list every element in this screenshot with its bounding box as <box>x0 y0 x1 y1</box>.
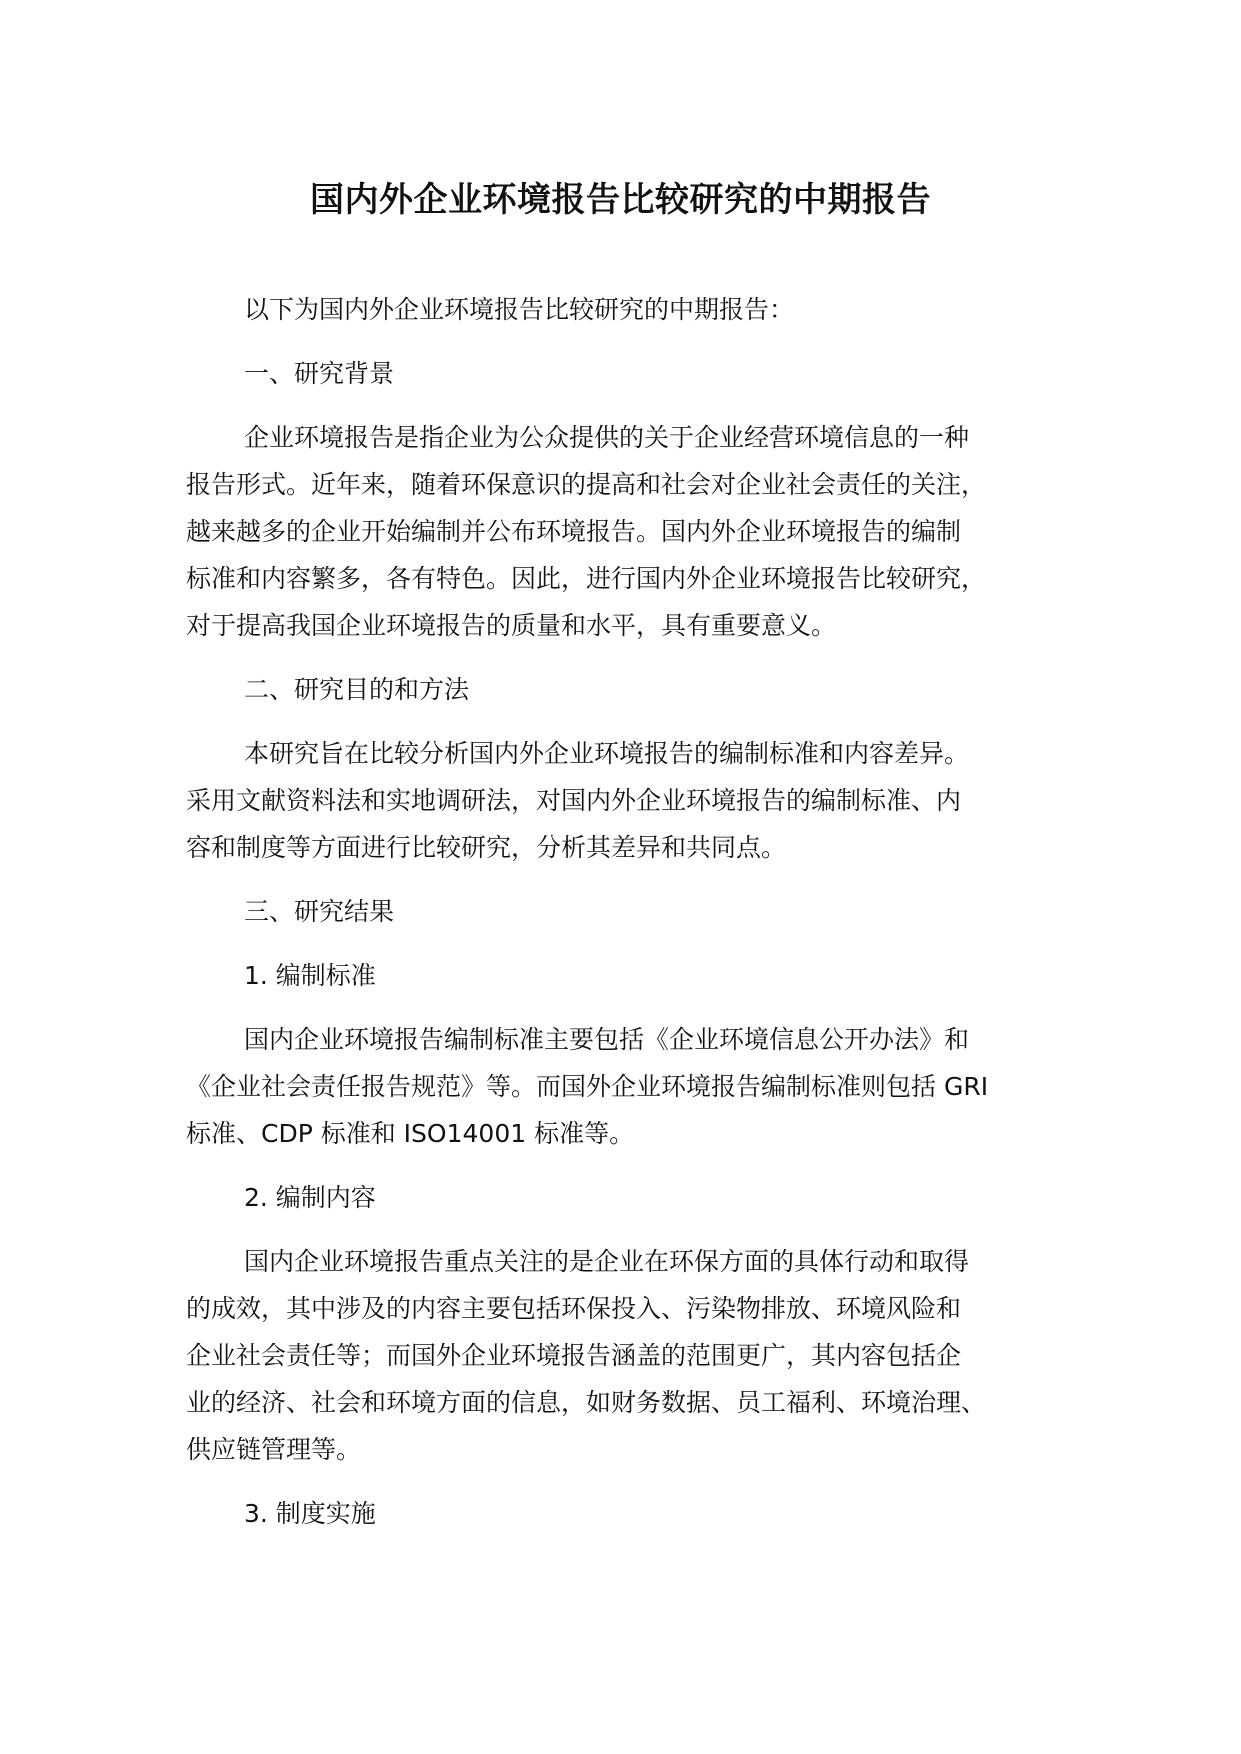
subsection-heading-implementation: 3. 制度实施 <box>244 1499 376 1528</box>
document-title: 国内外企业环境报告比较研究的中期报告 <box>310 180 931 220</box>
paragraph-line: 标准、CDP 标准和 ISO14001 标准等。 <box>186 1119 635 1148</box>
paragraph-line: 企业社会责任等；而国外企业环境报告涵盖的范围更广，其内容包括企 <box>186 1341 962 1370</box>
paragraph-line: 国内企业环境报告重点关注的是企业在环保方面的具体行动和取得 <box>244 1247 970 1276</box>
section-heading-purpose-method: 二、研究目的和方法 <box>244 675 470 704</box>
paragraph-line: 对于提高我国企业环境报告的质量和水平，具有重要意义。 <box>186 611 837 640</box>
paragraph-content <box>186 1238 1076 1473</box>
paragraph-line: 的成效，其中涉及的内容主要包括环保投入、污染物排放、环境风险和 <box>186 1294 962 1323</box>
intro-paragraph: 以下为国内外企业环境报告比较研究的中期报告： <box>244 295 795 324</box>
paragraph-line: 报告形式。近年来，随着环保意识的提高和社会对企业社会责任的关注， <box>186 470 987 499</box>
paragraph-line: 标准和内容繁多，各有特色。因此，进行国内外企业环境报告比较研究， <box>186 564 987 593</box>
paragraph-line: 业的经济、社会和环境方面的信息，如财务数据、员工福利、环境治理、 <box>186 1388 987 1417</box>
paragraph-line: 采用文献资料法和实地调研法，对国内外企业环境报告的编制标准、内 <box>186 786 962 815</box>
paragraph-purpose-method <box>186 730 1076 871</box>
section-heading-results: 三、研究结果 <box>244 897 395 926</box>
paragraph-line: 越来越多的企业开始编制并公布环境报告。国内外企业环境报告的编制 <box>186 517 962 546</box>
paragraph-standards <box>186 1016 1076 1157</box>
document-body <box>186 286 1076 1554</box>
paragraph-line: 供应链管理等。 <box>186 1435 362 1464</box>
paragraph-line: 本研究旨在比较分析国内外企业环境报告的编制标准和内容差异。 <box>244 739 970 768</box>
paragraph-line: 《企业社会责任报告规范》等。而国外企业环境报告编制标准则包括 GRI <box>186 1072 989 1101</box>
subsection-heading-standards: 1. 编制标准 <box>244 961 376 990</box>
paragraph-line: 容和制度等方面进行比较研究，分析其差异和共同点。 <box>186 833 787 862</box>
paragraph-line: 国内企业环境报告编制标准主要包括《企业环境信息公开办法》和 <box>244 1025 970 1054</box>
section-heading-background: 一、研究背景 <box>244 359 395 388</box>
paragraph-background <box>186 414 1076 649</box>
paragraph-line: 企业环境报告是指企业为公众提供的关于企业经营环境信息的一种 <box>244 423 970 452</box>
subsection-heading-content: 2. 编制内容 <box>244 1183 376 1212</box>
